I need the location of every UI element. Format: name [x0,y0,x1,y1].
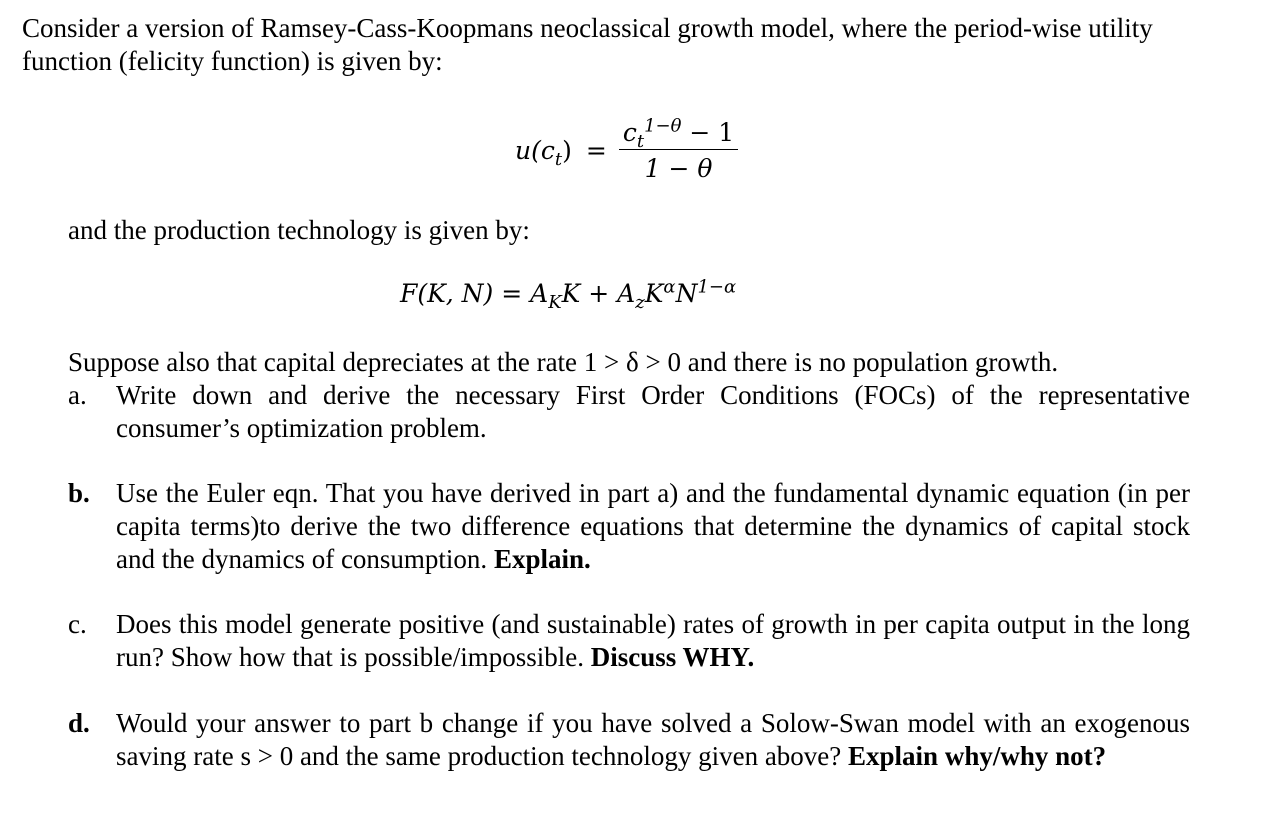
question-d [68,707,1190,773]
question-d-marker: d. [68,708,90,738]
utility-lhs: $u(c_t)$ [515,135,572,170]
question-c-text: Does this model generate positive (and sustainable) rates of growth in per capita output in the long run? Show how that is possible/impossible. [116,609,1190,672]
question-d-emphasis: Explain why/why not? [848,741,1107,771]
intro-paragraph: Consider a version of Ramsey-Cass-Koopmans neoclassical growth model, where the period-wise utility function (felicity function) is given by: [22,13,1153,76]
question-d-body [116,707,1190,773]
production-intro: and the production technology is given by: [68,215,530,245]
question-b-emphasis: Explain. [493,544,591,574]
question-b-body [116,477,1190,576]
question-a-text: Write down and derive the necessary First Order Conditions (FOCs) of the representative consumer’s optimization problem. [116,380,1190,443]
utility-numerator: $c_t^{1-\theta} - 1$ [619,118,738,150]
question-c-emphasis: Discuss WHY. [590,642,755,672]
utility-equation [515,110,738,190]
question-a [68,379,1190,445]
assumption-paragraph: Suppose also that capital depreciates at the rate 1 > δ > 0 and there is no population growth. [68,347,1059,377]
question-b-text: Use the Euler eqn. That you have derived in part a) and the fundamental dynamic equation (in per capita terms)to derive the two difference equations that determine the dynamics of capital stock and the dynamics of consumption. [116,478,1190,574]
question-d-text: Would your answer to part b change if you have solved a Solow-Swan model with an exogenous saving rate s > 0 and the same production technology given above? [116,708,1190,771]
utility-equals: = [585,135,607,165]
question-c-marker: c. [68,609,87,639]
production-equation: F(K, $N) = A_KK + A_zK^\alpha N^{1-\alpha}$ [400,276,737,313]
question-c [68,608,1190,674]
question-b-marker: b. [68,478,90,508]
question-a-marker: a. [68,380,87,410]
question-b [68,477,1190,576]
utility-denominator: 1 − θ [644,153,713,183]
utility-fraction [619,115,738,183]
question-c-body [116,608,1190,674]
